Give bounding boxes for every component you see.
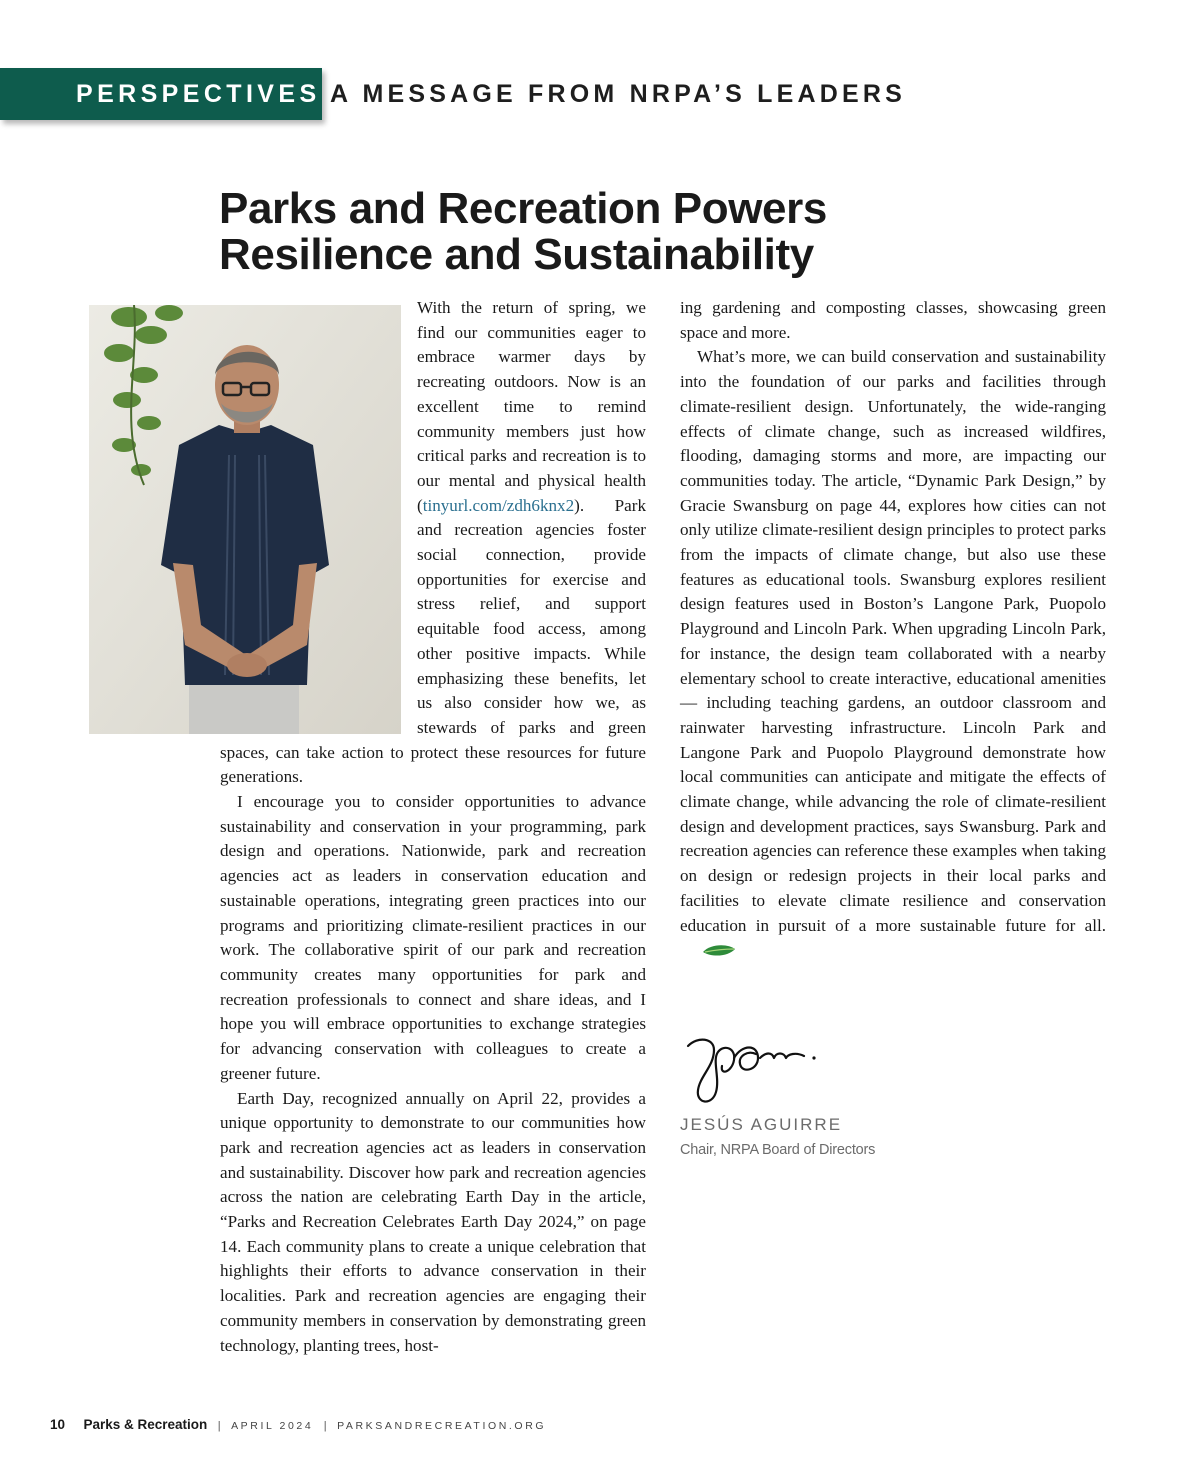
paragraph-4-text: What’s more, we can build conservation and sustainability into the foundation of our parks and facilities through climate-resilient design. Unfortunately, the wide-ranging effects of climate change, such as increased wildfires, flooding, damaging storms and more, are impacting our communities today. The article, “Dynamic Park Design,” by Gracie Swansburg on page 44, explores how cities can not only utilize climate-resilient design principles to protect parks from the impacts of climate change, but also use these features as educational tools. Swansburg explores resilient design features used in Boston’s Langone Park, Puopolo Playground and Lincoln Park. When upgrading Lincoln Park, for instance, the design team collaborated with a nearby elementary school to create interactive, educational amenities — including teaching gardens, an outdoor classroom and rainwater harvesting infrastructure. Lincoln Park and Langone Park and Puopolo Playground demonstrate how local communities can anticipate and mitigate the effects of climate change, while advancing the role of climate-resilient design and development practices, says Swansburg. Park and recreation agencies can reference these examples when taking on design or redesign projects in their local parks and facilities to elevate climate resilience and conservation education in pursuit of a more sustainable future for all. (680, 347, 1106, 935)
article-title-line-2: Resilience and Sustainability (219, 230, 814, 279)
paragraph-1-text-b: ). Park and recreation agencies foster social connection, provide opportunities for exercise and stress relief, and support equitable food access, among other positive impacts. While emphasizing these benefits, let us also consider how we, as stewards of parks and green spaces, can take action to protect these resources for future generations. (220, 495, 646, 787)
paragraph-3-continued: ing gardening and composting classes, showcasing green space and more. (680, 298, 1106, 342)
article-title (219, 186, 1119, 278)
footer-separator-2: | (323, 1420, 327, 1432)
publication-name: Parks & Recreation (83, 1417, 208, 1432)
signer-title: Chair, NRPA Board of Directors (680, 1142, 876, 1158)
paragraph-2: I encourage you to consider opportunities to advance sustainability and conservation in your programming, park design and operations. Nationwide, park and recreation agencies act as leaders in conservation education and sustainable operations, integrating green practices into our programs and prioritizing climate-resilient practices in our work. The collaborative spirit of our park and recreation community creates many opportunities for park and recreation professionals to connect and share ideas, and I hope you will embrace opportunities to exchange strategies for advancing conservation with colleagues to create a greener future. (220, 792, 646, 1083)
page-number: 10 (50, 1417, 66, 1432)
paragraph-4 (680, 345, 1106, 966)
leaf-icon (684, 941, 737, 966)
issue-date: APRIL 2024 (231, 1420, 314, 1432)
section-subtitle: A MESSAGE FROM NRPA’S LEADERS (330, 80, 907, 108)
article-title-line-1: Parks and Recreation Powers (219, 184, 827, 233)
signer-name: JESÚS AGUIRRE (680, 1115, 843, 1134)
paragraph-1-text-a: With the return of spring, we find our communities eager to embrace warmer days by recreating outdoors. Now is an excellent time to remind community members just how critical parks and recreation is to our mental and physical health ( (417, 298, 646, 515)
paragraph-3: Earth Day, recognized annually on April 22, provides a unique opportunity to demonstrate to our communities how park and recreation agencies act as leaders in conservation and sustainability. Discover how park and recreation agencies across the nation are celebrating Earth Day in the article, “Parks and Recreation Celebrates Earth Day 2024,” on page 14. Each community plans to create a unique celebration that highlights their efforts to advance conservation in their localities. Park and recreation agencies are engaging their community members in conservation by demonstrating green technology, planting trees, host- (220, 1088, 646, 1355)
footer-separator-1: | (217, 1420, 221, 1432)
text-column-left (220, 296, 646, 1358)
page-footer (50, 1416, 546, 1436)
section-name: PERSPECTIVES (76, 80, 321, 108)
text-column-right (680, 296, 1106, 966)
health-link[interactable]: tinyurl.com/zdh6knx2 (422, 495, 575, 515)
photo-wrap-spacer (220, 296, 417, 738)
signature-mark (684, 1030, 824, 1115)
website-link[interactable]: PARKSANDRECREATION.ORG (337, 1420, 547, 1432)
